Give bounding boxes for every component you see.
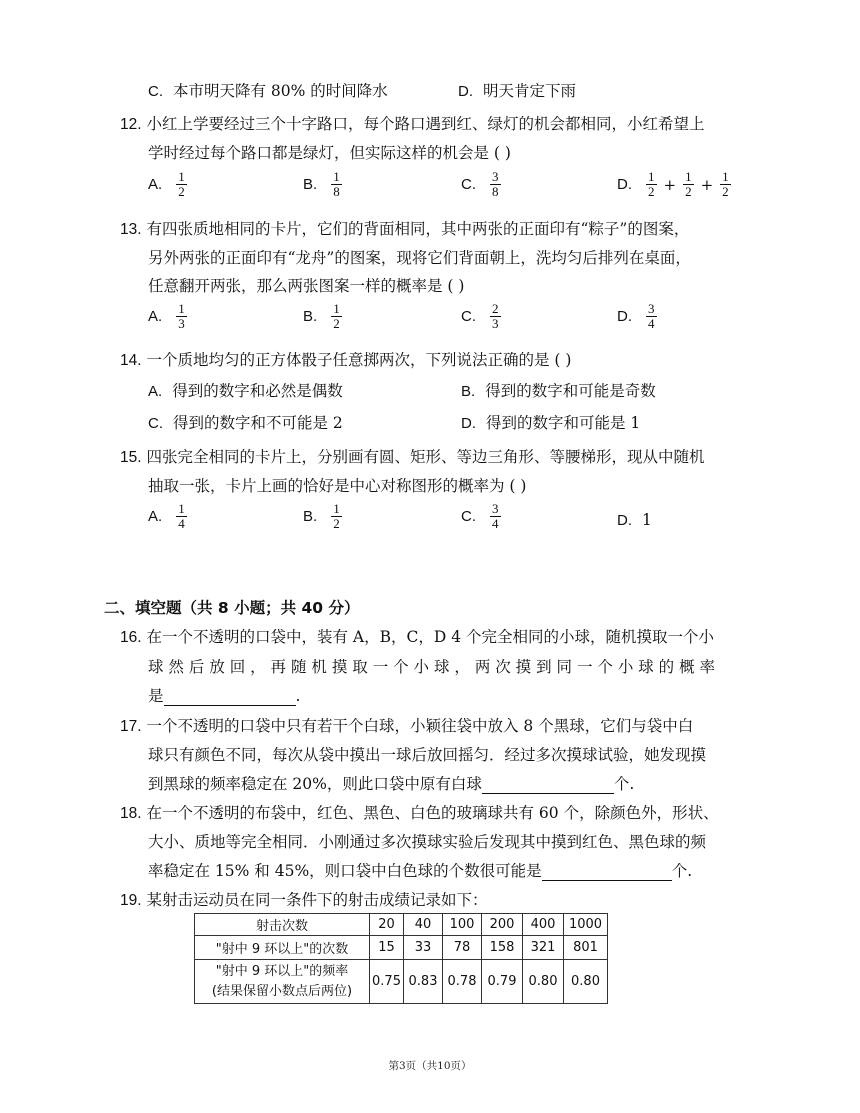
table-cell: 20 <box>370 914 404 936</box>
question-number: 13. <box>120 221 142 238</box>
denominator: 8 <box>492 184 499 199</box>
page-footer: 第3页（共10页） <box>388 1060 472 1072</box>
option-13-a <box>148 302 189 331</box>
table-cell: 321 <box>523 936 564 960</box>
question-text: 某射击运动员在同一条件下的射击成绩记录如下： <box>146 891 488 909</box>
numerator: 1 <box>685 169 692 184</box>
numerator: 3 <box>492 501 499 516</box>
option-13-c <box>461 302 503 331</box>
option-text: 得到的数字和可能是奇数 <box>485 382 656 400</box>
option-text: 得到的数字和不可能是 2 <box>173 414 343 432</box>
option-label: D. <box>458 83 473 100</box>
question-text: 个. <box>613 775 635 793</box>
table-header-cell: "射中 9 环以上"的次数 <box>195 936 370 960</box>
option-label: A. <box>148 308 163 325</box>
table-cell: 78 <box>443 936 482 960</box>
option-14-b <box>461 381 656 402</box>
option-15-d <box>617 510 652 531</box>
numerator: 1 <box>178 169 185 184</box>
option-label: C. <box>148 415 163 432</box>
table-row <box>195 936 608 960</box>
fraction <box>646 170 657 199</box>
denominator: 3 <box>178 316 185 331</box>
question-text: 率稳定在 15% 和 45%，则口袋中白色球的个数很可能是 <box>148 862 542 880</box>
option-label: C. <box>461 308 476 325</box>
fraction <box>331 502 342 531</box>
question-number: 18. <box>120 805 142 822</box>
option-text: 1 <box>642 511 652 529</box>
question-17-line2: 球只有颜色不同，每次从袋中摸出一球后放回摇匀．经过多次摸球试验，她发现摸 <box>148 746 707 764</box>
option-13-b <box>303 302 344 331</box>
question-13-line2: 另外两张的正面印有“龙舟”的图案，现将它们背面朝上，洗均匀后排列在桌面， <box>148 249 691 267</box>
option-label: D. <box>617 176 632 193</box>
question-number: 17. <box>120 718 142 735</box>
table-row <box>195 960 608 1004</box>
table-cell: 40 <box>404 914 443 936</box>
answer-blank[interactable] <box>482 778 614 794</box>
denominator: 4 <box>648 316 655 331</box>
numerator: 1 <box>178 301 185 316</box>
denominator: 2 <box>333 516 340 531</box>
numerator: 1 <box>333 501 340 516</box>
table-header-cell: 射击次数 <box>195 914 370 936</box>
numerator: 1 <box>648 169 655 184</box>
option-label: D. <box>461 415 476 432</box>
option-label: D. <box>617 308 632 325</box>
question-17-line3 <box>148 774 634 794</box>
table-cell: 0.80 <box>523 960 564 1004</box>
table-cell: 0.78 <box>443 960 482 1004</box>
question-16-line3 <box>148 686 300 706</box>
denominator: 2 <box>333 316 340 331</box>
table-cell: 1000 <box>564 914 608 936</box>
fraction <box>720 170 731 199</box>
question-17-line1 <box>120 716 693 737</box>
question-number: 16. <box>120 629 142 646</box>
option-label: A. <box>148 383 163 400</box>
fraction <box>331 302 342 331</box>
question-15-line2: 抽取一张，卡片上画的恰好是中心对称图形的概率为 ( ) <box>148 477 527 495</box>
option-label: B. <box>303 508 318 525</box>
option-label: C. <box>148 83 163 100</box>
fraction <box>683 170 694 199</box>
table-cell: 0.75 <box>370 960 404 1004</box>
option-label: C. <box>461 508 476 525</box>
denominator: 4 <box>178 516 185 531</box>
table-cell: 801 <box>564 936 608 960</box>
question-text: 到黑球的频率稳定在 20%，则此口袋中原有白球 <box>148 775 482 793</box>
answer-blank[interactable] <box>164 690 296 706</box>
denominator: 2 <box>722 184 729 199</box>
table-cell: 0.79 <box>482 960 523 1004</box>
numerator: 1 <box>178 501 185 516</box>
question-text: 小红上学要经过三个十字路口，每个路口遇到红、绿灯的机会都相同，小红希望上 <box>146 115 705 133</box>
option-d-prev <box>458 81 576 102</box>
option-14-c <box>148 413 343 434</box>
option-12-d <box>617 170 733 199</box>
table-header-cell <box>195 960 370 1004</box>
denominator: 2 <box>685 184 692 199</box>
option-13-d <box>617 302 659 331</box>
numerator: 1 <box>333 169 340 184</box>
question-18-line1 <box>120 803 719 824</box>
question-text: 是 <box>148 687 164 705</box>
row-label-line: (结果保留小数点后两位) <box>211 983 353 999</box>
option-12-b <box>303 170 344 199</box>
option-label: B. <box>461 383 476 400</box>
table-cell: 400 <box>523 914 564 936</box>
question-text: 一个质地均匀的正方体骰子任意掷两次，下列说法正确的是 ( ) <box>146 351 572 369</box>
option-14-d <box>461 413 640 434</box>
question-text: 在一个不透明的布袋中，红色、黑色、白色的玻璃球共有 60 个，除颜色外，形状、 <box>146 804 719 822</box>
denominator: 2 <box>178 184 185 199</box>
question-19-line1 <box>120 890 488 911</box>
fraction <box>176 302 187 331</box>
question-text: 一个不透明的口袋中只有若干个白球，小颖往袋中放入 8 个黑球，它们与袋中白 <box>146 717 694 735</box>
table-cell: 0.80 <box>564 960 608 1004</box>
question-text: 四张完全相同的卡片上，分别画有圆、矩形、等边三角形、等腰梯形，现从中随机 <box>146 448 705 466</box>
question-16-line1 <box>120 627 714 648</box>
option-label: C. <box>461 176 476 193</box>
question-16-line2: 球 然 后 放 回 ， 再 随 机 摸 取 一 个 小 球 ， 两 次 摸 到 同 一 个 小 球 的 概 率 <box>148 658 716 676</box>
question-15-line1 <box>120 447 705 468</box>
question-number: 12. <box>120 116 142 133</box>
table-cell: 0.83 <box>404 960 443 1004</box>
question-12-line2: 学时经过每个路口都是绿灯，但实际这样的机会是 ( ) <box>148 144 511 162</box>
numerator: 1 <box>722 169 729 184</box>
option-c-prev <box>148 81 388 102</box>
numerator: 3 <box>648 301 655 316</box>
fraction <box>176 170 187 199</box>
question-text: 在一个不透明的口袋中，装有 A，B，C，D 4 个完全相同的小球，随机摸取一个小 <box>146 628 715 646</box>
denominator: 8 <box>333 184 340 199</box>
fraction <box>490 502 501 531</box>
numerator: 2 <box>492 301 499 316</box>
question-13-line1 <box>120 219 689 240</box>
question-12-line1 <box>120 114 705 135</box>
option-15-a <box>148 502 189 531</box>
denominator: 3 <box>492 316 499 331</box>
question-text: 有四张质地相同的卡片，它们的背面相同，其中两张的正面印有“粽子”的图案， <box>146 220 690 238</box>
fraction <box>331 170 342 199</box>
fraction <box>176 502 187 531</box>
option-text: 得到的数字和必然是偶数 <box>172 382 343 400</box>
option-12-c <box>461 170 503 199</box>
table-cell: 33 <box>404 936 443 960</box>
option-label: B. <box>303 308 318 325</box>
option-label: D. <box>617 512 632 529</box>
table-cell: 100 <box>443 914 482 936</box>
option-12-a <box>148 170 189 199</box>
option-text: 得到的数字和可能是 1 <box>486 414 641 432</box>
option-text: 本市明天降有 80% 的时间降水 <box>173 82 388 100</box>
row-label-line: "射中 9 环以上"的频率 <box>215 963 349 979</box>
fraction <box>490 302 501 331</box>
question-text: . <box>295 687 301 705</box>
numerator: 1 <box>333 301 340 316</box>
table-row <box>195 914 608 936</box>
table-cell: 15 <box>370 936 404 960</box>
question-18-line3 <box>148 861 692 881</box>
plus-sign: + <box>663 175 677 194</box>
shooting-record-table <box>194 913 608 1004</box>
option-label: A. <box>148 176 163 193</box>
question-number: 14. <box>120 352 142 369</box>
question-13-line3: 任意翻开两张，那么两张图案一样的概率是 ( ) <box>148 277 465 295</box>
fraction <box>646 302 657 331</box>
question-number: 19. <box>120 892 142 909</box>
table-cell: 158 <box>482 936 523 960</box>
option-15-b <box>303 502 344 531</box>
option-label: B. <box>303 176 318 193</box>
question-number: 15. <box>120 449 142 466</box>
denominator: 2 <box>648 184 655 199</box>
option-text: 明天肯定下雨 <box>483 82 577 100</box>
question-text: 个. <box>671 862 693 880</box>
numerator: 3 <box>492 169 499 184</box>
plus-sign: + <box>700 175 714 194</box>
option-14-a <box>148 381 343 402</box>
option-label: A. <box>148 508 163 525</box>
question-14-line1 <box>120 350 571 371</box>
section-heading: 二、填空题（共 8 小题；共 40 分） <box>104 599 360 617</box>
option-15-c <box>461 502 503 531</box>
fraction <box>490 170 501 199</box>
denominator: 4 <box>492 516 499 531</box>
answer-blank[interactable] <box>542 865 672 881</box>
table-cell: 200 <box>482 914 523 936</box>
question-18-line2: 大小、质地等完全相同．小刚通过多次摸球实验后发现其中摸到红色、黑色球的频 <box>148 833 707 851</box>
